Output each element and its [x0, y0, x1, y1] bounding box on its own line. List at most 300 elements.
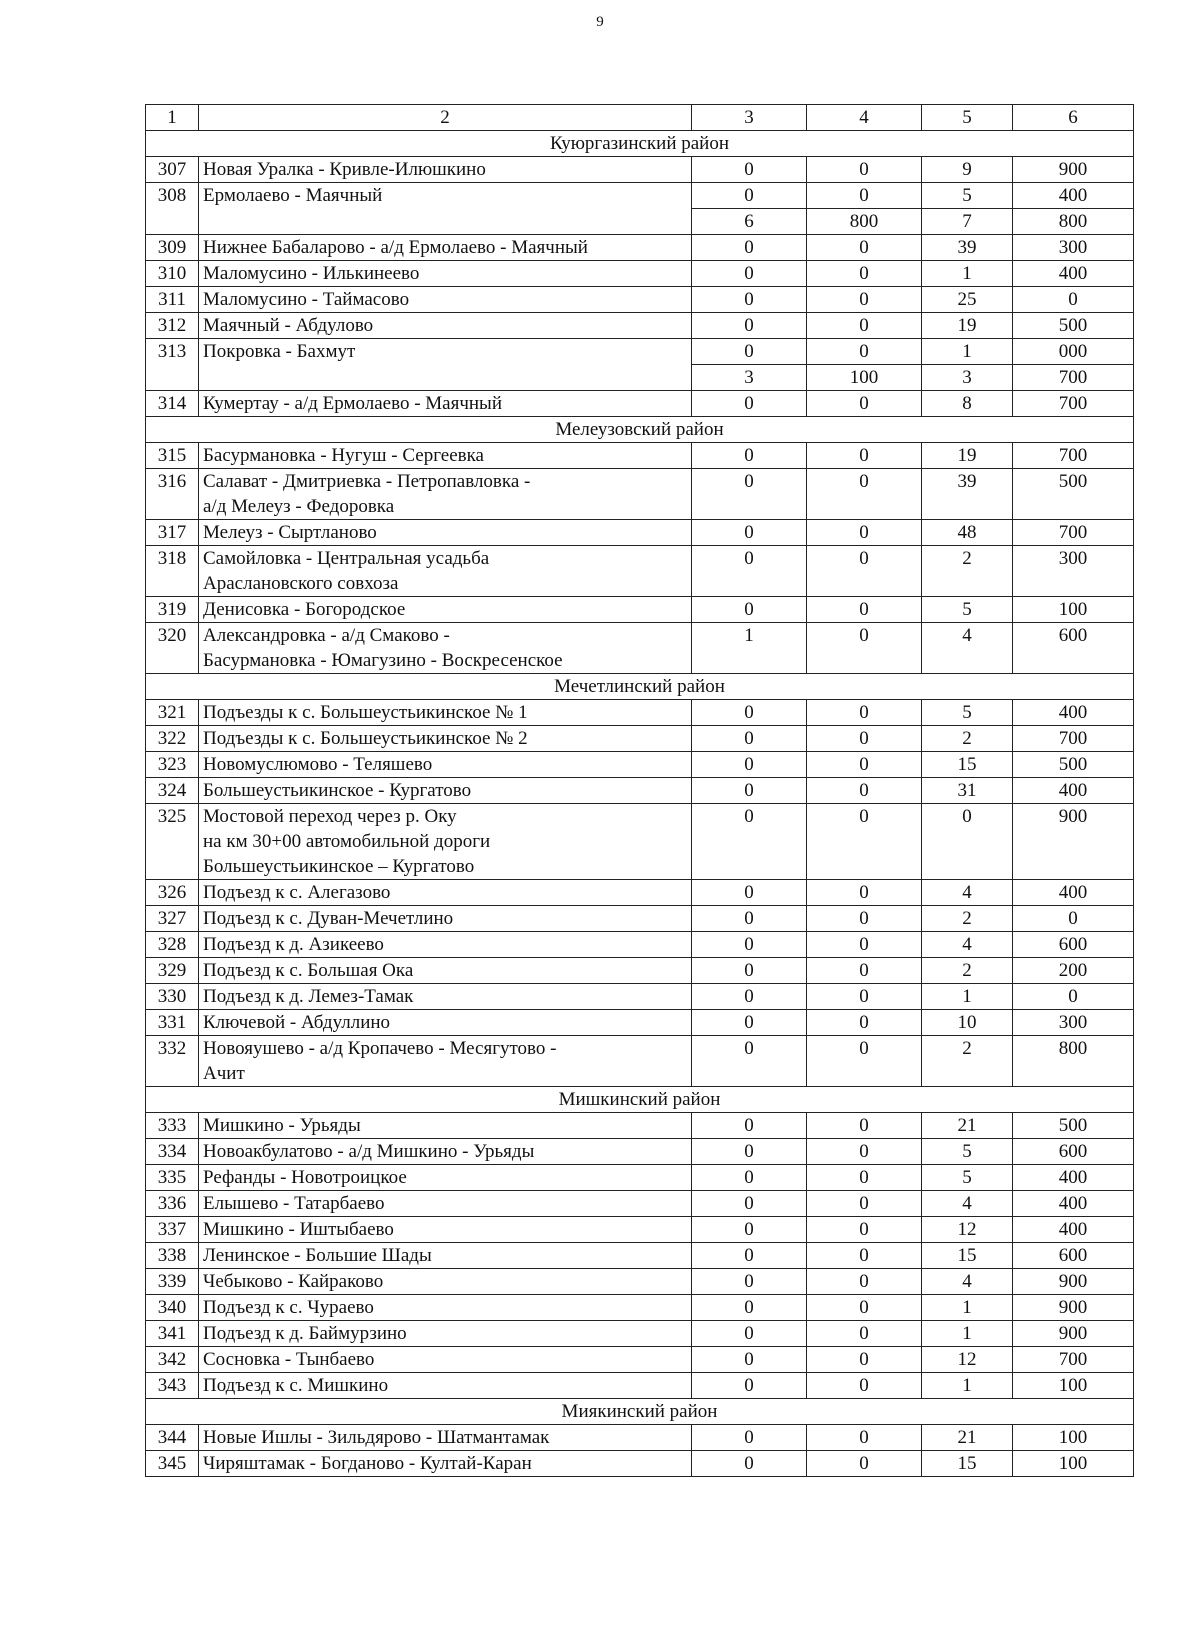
road-name [199, 804, 692, 880]
row-number: 330 [146, 984, 199, 1010]
value-cell-col5: 12 [922, 1217, 1013, 1243]
value-cell-col3: 3 [692, 365, 807, 391]
road-name [199, 443, 692, 469]
row-number: 315 [146, 443, 199, 469]
value-cell-col6: 600 [1013, 1139, 1134, 1165]
value-cell-col5: 39 [922, 235, 1013, 261]
value-cell-col4: 0 [807, 1347, 922, 1373]
table-row [146, 183, 1134, 209]
value-cell-col4: 0 [807, 183, 922, 209]
value-cell-col3: 0 [692, 726, 807, 752]
road-name-line: Маломусино - Илькинеево [203, 263, 420, 284]
value-cell-col3: 0 [692, 1010, 807, 1036]
value-cell-col4: 0 [807, 906, 922, 932]
road-name-line: Мишкино - Иштыбаево [203, 1219, 394, 1240]
header-cell: 5 [922, 105, 1013, 131]
value-cell-col5: 5 [922, 183, 1013, 209]
row-number: 335 [146, 1165, 199, 1191]
road-name [199, 287, 692, 313]
value-cell-col3: 0 [692, 1165, 807, 1191]
value-cell-col3: 0 [692, 958, 807, 984]
road-name-line: Нижнее Бабаларово - а/д Ермолаево - Маячный [203, 237, 588, 258]
value-cell-col5: 1 [922, 1295, 1013, 1321]
table-row [146, 932, 1134, 958]
table-row [146, 157, 1134, 183]
value-cell-col6: 900 [1013, 804, 1134, 880]
value-cell-col4: 0 [807, 313, 922, 339]
table-row [146, 1425, 1134, 1451]
table-row [146, 1036, 1134, 1087]
road-name [199, 623, 692, 674]
row-number: 334 [146, 1139, 199, 1165]
district-row [146, 674, 1134, 700]
page-number: 9 [596, 14, 604, 30]
value-cell-col3: 0 [692, 700, 807, 726]
value-cell-col4: 0 [807, 880, 922, 906]
road-name-line: Елышево - Татарбаево [203, 1193, 385, 1214]
value-cell-col6: 400 [1013, 778, 1134, 804]
row-number: 317 [146, 520, 199, 546]
value-cell-col5: 0 [922, 804, 1013, 880]
value-cell-col3: 0 [692, 1191, 807, 1217]
road-name-line: Подъезд к д. Баймурзино [203, 1323, 407, 1344]
road-name-line: Рефанды - Новотроицкое [203, 1167, 407, 1188]
value-cell-col5: 9 [922, 157, 1013, 183]
table-row [146, 1243, 1134, 1269]
value-cell-col5: 5 [922, 597, 1013, 623]
table-row [146, 1321, 1134, 1347]
value-cell-col4: 0 [807, 1451, 922, 1477]
road-name [199, 880, 692, 906]
value-cell-col4: 0 [807, 1036, 922, 1087]
value-cell-col5: 2 [922, 958, 1013, 984]
value-cell-col3: 0 [692, 932, 807, 958]
value-cell-col4: 0 [807, 469, 922, 520]
value-cell-col5: 8 [922, 391, 1013, 417]
value-cell-col6: 900 [1013, 157, 1134, 183]
value-cell-col3: 6 [692, 209, 807, 235]
table-row [146, 1347, 1134, 1373]
table-row [146, 778, 1134, 804]
value-cell-col5: 1 [922, 339, 1013, 365]
row-number: 316 [146, 469, 199, 520]
table-row [146, 726, 1134, 752]
value-cell-col6: 700 [1013, 1347, 1134, 1373]
value-cell-col3: 0 [692, 1295, 807, 1321]
value-cell-col3: 0 [692, 1451, 807, 1477]
road-name [199, 546, 692, 597]
row-number: 333 [146, 1113, 199, 1139]
table-row [146, 313, 1134, 339]
value-cell-col6: 400 [1013, 1217, 1134, 1243]
road-name [199, 1036, 692, 1087]
value-cell-col3: 0 [692, 313, 807, 339]
road-name [199, 157, 692, 183]
value-cell-col6: 0 [1013, 906, 1134, 932]
road-name [199, 183, 692, 235]
road-name-line: Новояушево - а/д Кропачево - Месягутово - [203, 1038, 557, 1059]
road-name-line: Подъезды к с. Большеустьикинское № 1 [203, 702, 528, 723]
table-row [146, 1451, 1134, 1477]
row-number: 312 [146, 313, 199, 339]
table-row [146, 958, 1134, 984]
table-row [146, 261, 1134, 287]
value-cell-col4: 0 [807, 778, 922, 804]
road-name-line: Новомуслюмово - Теляшево [203, 754, 433, 775]
value-cell-col6: 600 [1013, 932, 1134, 958]
road-name [199, 520, 692, 546]
table-row [146, 1139, 1134, 1165]
value-cell-col4: 800 [807, 209, 922, 235]
row-number: 331 [146, 1010, 199, 1036]
table-row [146, 520, 1134, 546]
district-row [146, 417, 1134, 443]
value-cell-col5: 4 [922, 932, 1013, 958]
road-name-line: Денисовка - Богородское [203, 599, 406, 620]
table-row [146, 880, 1134, 906]
value-cell-col3: 0 [692, 443, 807, 469]
district-name: Миякинский район [146, 1399, 1134, 1425]
value-cell-col3: 0 [692, 1321, 807, 1347]
row-number: 314 [146, 391, 199, 417]
row-number: 325 [146, 804, 199, 880]
value-cell-col4: 0 [807, 1010, 922, 1036]
value-cell-col6: 0 [1013, 984, 1134, 1010]
value-cell-col6: 400 [1013, 700, 1134, 726]
table-row [146, 1010, 1134, 1036]
value-cell-col4: 0 [807, 546, 922, 597]
row-number: 311 [146, 287, 199, 313]
value-cell-col3: 0 [692, 906, 807, 932]
road-name [199, 1217, 692, 1243]
road-name-line: Чиряштамак - Богданово - Култай-Каран [203, 1453, 532, 1474]
value-cell-col6: 400 [1013, 261, 1134, 287]
district-row [146, 131, 1134, 157]
row-number: 320 [146, 623, 199, 674]
value-cell-col6: 400 [1013, 1165, 1134, 1191]
road-name [199, 391, 692, 417]
value-cell-col5: 4 [922, 623, 1013, 674]
header-cell: 4 [807, 105, 922, 131]
row-number: 332 [146, 1036, 199, 1087]
district-name: Мечетлинский район [146, 674, 1134, 700]
value-cell-col6: 300 [1013, 235, 1134, 261]
value-cell-col6: 900 [1013, 1269, 1134, 1295]
value-cell-col6: 300 [1013, 546, 1134, 597]
road-name [199, 726, 692, 752]
road-name-line: Ачит [203, 1063, 245, 1084]
table-row [146, 469, 1134, 520]
value-cell-col6: 500 [1013, 313, 1134, 339]
table-row [146, 623, 1134, 674]
road-name [199, 932, 692, 958]
value-cell-col3: 0 [692, 804, 807, 880]
value-cell-col4: 0 [807, 443, 922, 469]
header-cell: 1 [146, 105, 199, 131]
table-row [146, 1113, 1134, 1139]
value-cell-col5: 2 [922, 1036, 1013, 1087]
road-name-line: Басурмановка - Нугуш - Сергеевка [203, 445, 484, 466]
row-number: 313 [146, 339, 199, 391]
road-name-line: Самойловка - Центральная усадьба [203, 548, 490, 569]
value-cell-col6: 700 [1013, 520, 1134, 546]
value-cell-col6: 400 [1013, 183, 1134, 209]
value-cell-col4: 0 [807, 623, 922, 674]
row-number: 323 [146, 752, 199, 778]
road-name-line: Подъезды к с. Большеустьикинское № 2 [203, 728, 528, 749]
road-name-line: Новая Уралка - Кривле-Илюшкино [203, 159, 486, 180]
road-name [199, 313, 692, 339]
row-number: 341 [146, 1321, 199, 1347]
road-name [199, 1243, 692, 1269]
value-cell-col4: 0 [807, 1269, 922, 1295]
value-cell-col4: 0 [807, 700, 922, 726]
row-number: 310 [146, 261, 199, 287]
road-name [199, 339, 692, 391]
table-row [146, 1373, 1134, 1399]
value-cell-col5: 1 [922, 984, 1013, 1010]
row-number: 339 [146, 1269, 199, 1295]
table-row [146, 339, 1134, 365]
row-number: 344 [146, 1425, 199, 1451]
table-row [146, 984, 1134, 1010]
road-name-line: Подъезд к д. Лемез-Тамак [203, 986, 414, 1007]
value-cell-col3: 0 [692, 261, 807, 287]
table-row [146, 804, 1134, 880]
row-number: 324 [146, 778, 199, 804]
value-cell-col3: 0 [692, 469, 807, 520]
row-number: 336 [146, 1191, 199, 1217]
value-cell-col5: 19 [922, 443, 1013, 469]
road-name-line: Новые Ишлы - Зильдярово - Шатмантамак [203, 1427, 550, 1448]
road-name-line: Араслановского совхоза [203, 573, 399, 594]
value-cell-col5: 5 [922, 1139, 1013, 1165]
row-number: 329 [146, 958, 199, 984]
road-name-line: Покровка - Бахмут [203, 341, 356, 362]
road-name [199, 1165, 692, 1191]
value-cell-col6: 700 [1013, 443, 1134, 469]
road-name [199, 1347, 692, 1373]
value-cell-col5: 48 [922, 520, 1013, 546]
value-cell-col3: 0 [692, 880, 807, 906]
value-cell-col3: 0 [692, 1373, 807, 1399]
road-name-line: на км 30+00 автомобильной дороги [203, 831, 491, 852]
table-row [146, 1295, 1134, 1321]
value-cell-col5: 4 [922, 1269, 1013, 1295]
value-cell-col6: 600 [1013, 1243, 1134, 1269]
district-row [146, 1399, 1134, 1425]
road-name [199, 1451, 692, 1477]
value-cell-col6: 900 [1013, 1295, 1134, 1321]
road-name-line: Мостовой переход через р. Оку [203, 806, 457, 827]
road-name [199, 469, 692, 520]
value-cell-col4: 0 [807, 1373, 922, 1399]
value-cell-col4: 0 [807, 804, 922, 880]
district-name: Куюргазинский район [146, 131, 1134, 157]
value-cell-col5: 31 [922, 778, 1013, 804]
road-name [199, 778, 692, 804]
table-header-row [146, 105, 1134, 131]
value-cell-col4: 0 [807, 1295, 922, 1321]
district-row [146, 1087, 1134, 1113]
road-name [199, 700, 692, 726]
header-cell: 3 [692, 105, 807, 131]
row-number: 322 [146, 726, 199, 752]
value-cell-col5: 5 [922, 1165, 1013, 1191]
value-cell-col5: 10 [922, 1010, 1013, 1036]
value-cell-col3: 0 [692, 287, 807, 313]
value-cell-col4: 0 [807, 1139, 922, 1165]
value-cell-col4: 0 [807, 932, 922, 958]
value-cell-col4: 0 [807, 1321, 922, 1347]
road-name-line: Ермолаево - Маячный [203, 185, 383, 206]
value-cell-col5: 1 [922, 1373, 1013, 1399]
value-cell-col5: 19 [922, 313, 1013, 339]
value-cell-col4: 0 [807, 726, 922, 752]
row-number: 308 [146, 183, 199, 235]
value-cell-col3: 0 [692, 1139, 807, 1165]
value-cell-col3: 0 [692, 157, 807, 183]
road-name [199, 1269, 692, 1295]
value-cell-col5: 1 [922, 261, 1013, 287]
value-cell-col6: 700 [1013, 391, 1134, 417]
road-name [199, 1139, 692, 1165]
row-number: 327 [146, 906, 199, 932]
value-cell-col3: 0 [692, 752, 807, 778]
value-cell-col5: 15 [922, 752, 1013, 778]
row-number: 340 [146, 1295, 199, 1321]
road-name [199, 1113, 692, 1139]
value-cell-col6: 700 [1013, 726, 1134, 752]
value-cell-col4: 0 [807, 235, 922, 261]
table-row [146, 287, 1134, 313]
road-name-line: Александровка - а/д Смаково - [203, 625, 450, 646]
table-row [146, 1269, 1134, 1295]
value-cell-col4: 0 [807, 287, 922, 313]
road-name-line: Подъезд к с. Мишкино [203, 1375, 389, 1396]
row-number: 328 [146, 932, 199, 958]
value-cell-col4: 0 [807, 1165, 922, 1191]
value-cell-col5: 2 [922, 546, 1013, 597]
table-row [146, 597, 1134, 623]
table-row [146, 443, 1134, 469]
value-cell-col4: 0 [807, 1217, 922, 1243]
row-number: 321 [146, 700, 199, 726]
row-number: 338 [146, 1243, 199, 1269]
road-name [199, 984, 692, 1010]
value-cell-col4: 0 [807, 339, 922, 365]
value-cell-col3: 0 [692, 520, 807, 546]
value-cell-col5: 21 [922, 1425, 1013, 1451]
road-name-line: Подъезд к с. Большая Ока [203, 960, 414, 981]
district-name: Мелеузовский район [146, 417, 1134, 443]
value-cell-col5: 2 [922, 726, 1013, 752]
road-name [199, 261, 692, 287]
value-cell-col6: 900 [1013, 1321, 1134, 1347]
roads-table-body [146, 105, 1134, 1477]
value-cell-col3: 0 [692, 1425, 807, 1451]
road-name-line: а/д Мелеуз - Федоровка [203, 496, 395, 517]
value-cell-col4: 100 [807, 365, 922, 391]
road-name [199, 597, 692, 623]
road-name-line: Большеустьикинское - Кургатово [203, 780, 472, 801]
road-name [199, 1425, 692, 1451]
value-cell-col3: 0 [692, 391, 807, 417]
value-cell-col5: 5 [922, 700, 1013, 726]
road-name-line: Подъезд к с. Алегазово [203, 882, 391, 903]
table-row [146, 752, 1134, 778]
value-cell-col3: 0 [692, 183, 807, 209]
table-row [146, 1217, 1134, 1243]
value-cell-col4: 0 [807, 752, 922, 778]
value-cell-col5: 25 [922, 287, 1013, 313]
value-cell-col3: 0 [692, 339, 807, 365]
road-name-line: Салават - Дмитриевка - Петропавловка - [203, 471, 531, 492]
value-cell-col5: 15 [922, 1243, 1013, 1269]
road-name-line: Новоакбулатово - а/д Мишкино - Урьяды [203, 1141, 535, 1162]
value-cell-col3: 0 [692, 1036, 807, 1087]
row-number: 307 [146, 157, 199, 183]
table-row [146, 391, 1134, 417]
value-cell-col3: 0 [692, 1113, 807, 1139]
road-name [199, 1010, 692, 1036]
value-cell-col5: 3 [922, 365, 1013, 391]
table-row [146, 235, 1134, 261]
value-cell-col4: 0 [807, 391, 922, 417]
road-name-line: Маломусино - Таймасово [203, 289, 410, 310]
value-cell-col4: 0 [807, 1191, 922, 1217]
value-cell-col6: 400 [1013, 880, 1134, 906]
road-name [199, 235, 692, 261]
value-cell-col6: 100 [1013, 1425, 1134, 1451]
row-number: 326 [146, 880, 199, 906]
value-cell-col3: 0 [692, 1269, 807, 1295]
roads-table [145, 104, 1134, 1477]
road-name-line: Подъезд к д. Азикеево [203, 934, 384, 955]
value-cell-col4: 0 [807, 1243, 922, 1269]
road-name-line: Ключевой - Абдуллино [203, 1012, 391, 1033]
value-cell-col6: 200 [1013, 958, 1134, 984]
road-name [199, 1373, 692, 1399]
table-row [146, 1191, 1134, 1217]
row-number: 309 [146, 235, 199, 261]
value-cell-col5: 39 [922, 469, 1013, 520]
road-name-line: Басурмановка - Юмагузино - Воскресенское [203, 650, 563, 671]
value-cell-col6: 500 [1013, 752, 1134, 778]
road-name [199, 1295, 692, 1321]
value-cell-col3: 0 [692, 546, 807, 597]
value-cell-col3: 0 [692, 597, 807, 623]
table-row [146, 906, 1134, 932]
row-number: 342 [146, 1347, 199, 1373]
value-cell-col3: 0 [692, 984, 807, 1010]
value-cell-col6: 300 [1013, 1010, 1134, 1036]
value-cell-col6: 600 [1013, 623, 1134, 674]
road-name-line: Большеустьикинское – Кургатово [203, 856, 475, 877]
district-name: Мишкинский район [146, 1087, 1134, 1113]
value-cell-col3: 0 [692, 235, 807, 261]
road-name-line: Ленинское - Большие Шады [203, 1245, 432, 1266]
value-cell-col6: 100 [1013, 597, 1134, 623]
value-cell-col6: 400 [1013, 1191, 1134, 1217]
value-cell-col4: 0 [807, 1425, 922, 1451]
value-cell-col5: 4 [922, 1191, 1013, 1217]
table-row [146, 546, 1134, 597]
value-cell-col6: 800 [1013, 1036, 1134, 1087]
value-cell-col6: 500 [1013, 469, 1134, 520]
value-cell-col4: 0 [807, 984, 922, 1010]
road-name [199, 752, 692, 778]
